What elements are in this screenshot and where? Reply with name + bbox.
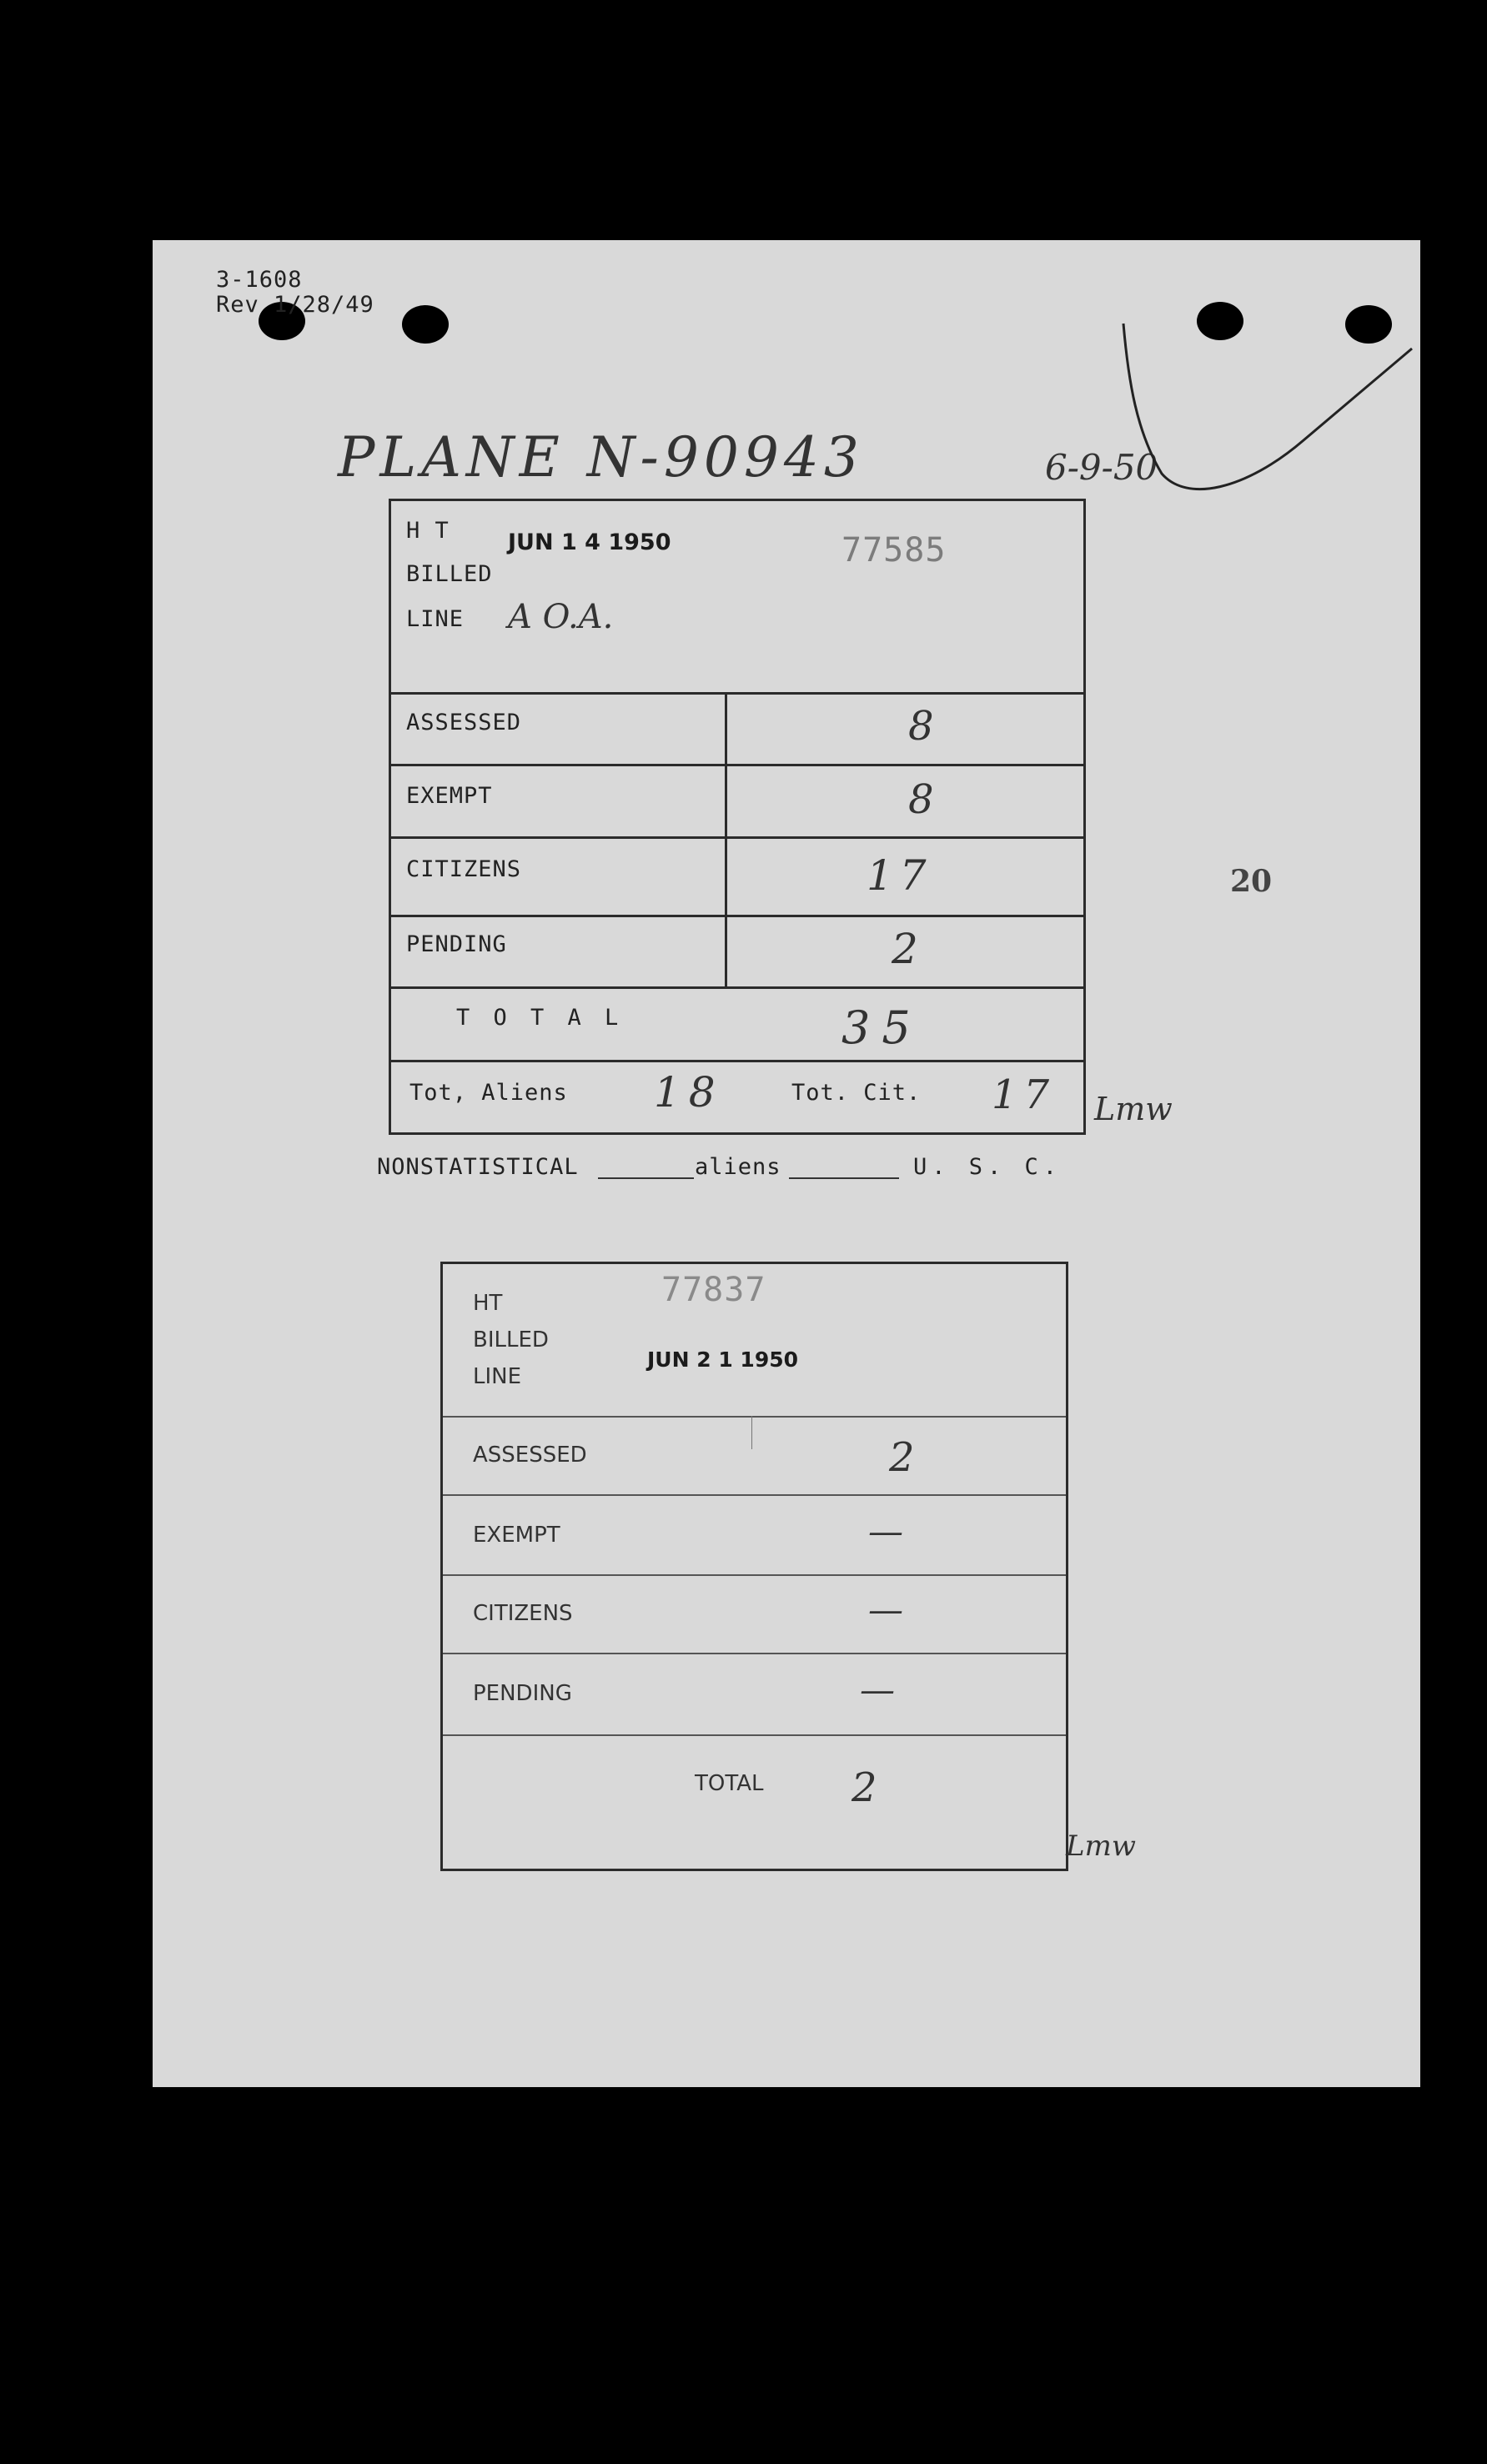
billed-label: BILLED	[473, 1327, 549, 1352]
line-value: A O.A.	[508, 598, 614, 636]
aliens-blank	[789, 1177, 899, 1179]
assessed-label: ASSESSED	[473, 1443, 587, 1468]
handwritten-date: 6-9-50	[1045, 447, 1158, 488]
total-value: 35	[841, 1001, 922, 1054]
total-value: 2	[852, 1764, 877, 1811]
citizens-label: CITIZENS	[473, 1601, 573, 1626]
ht-label: HT	[473, 1291, 503, 1316]
billed-label: BILLED	[406, 561, 493, 587]
assessed-value: 2	[889, 1434, 915, 1481]
pending-value: 2	[892, 925, 918, 973]
pending-label: PENDING	[406, 931, 507, 957]
citizens-label: CITIZENS	[406, 856, 522, 882]
assessed-value: 8	[908, 703, 934, 750]
form-number: 3-1608	[216, 267, 303, 293]
punch-hole	[402, 305, 449, 344]
check-mark	[1112, 307, 1420, 499]
citizens-value: 17	[867, 851, 933, 900]
initials: Lmw	[1066, 1829, 1136, 1863]
line-label: LINE	[473, 1364, 522, 1389]
date-stamp: JUN 1 4 1950	[508, 529, 671, 555]
margin-page-number: 20	[1230, 864, 1273, 899]
number-stamp: 77837	[661, 1271, 766, 1309]
pending-label: PENDING	[473, 1681, 572, 1706]
tally-box-1	[389, 499, 1086, 1135]
usc-label: U. S. C.	[913, 1154, 1063, 1180]
tally-box-2	[440, 1262, 1068, 1871]
tot-cit-value: 17	[992, 1071, 1057, 1118]
exempt-value: —	[868, 1511, 903, 1552]
nonstatistical-label: NONSTATISTICAL	[377, 1154, 579, 1180]
date-stamp: JUN 2 1 1950	[647, 1347, 799, 1372]
tot-aliens-value: 18	[654, 1068, 724, 1117]
ht-label: H T	[406, 518, 450, 544]
total-label: T O T A L	[456, 1005, 624, 1031]
tot-aliens-label: Tot, Aliens	[409, 1080, 568, 1106]
aliens-label: aliens	[695, 1154, 781, 1180]
nonstatistical-blank	[598, 1177, 694, 1179]
assessed-label: ASSESSED	[406, 710, 522, 735]
tot-cit-label: Tot. Cit.	[791, 1080, 922, 1106]
citizens-value: —	[868, 1589, 903, 1630]
initials: Lmw	[1094, 1091, 1173, 1127]
number-stamp: 77585	[841, 531, 947, 570]
exempt-value: 8	[908, 776, 934, 823]
plane-number: PLANE N-90943	[338, 425, 864, 489]
form-revision: Rev 1/28/49	[216, 292, 374, 318]
exempt-label: EXEMPT	[406, 783, 493, 809]
exempt-label: EXEMPT	[473, 1523, 560, 1548]
line-label: LINE	[406, 606, 465, 632]
total-label: TOTAL	[695, 1771, 764, 1796]
pending-value: —	[860, 1669, 895, 1710]
